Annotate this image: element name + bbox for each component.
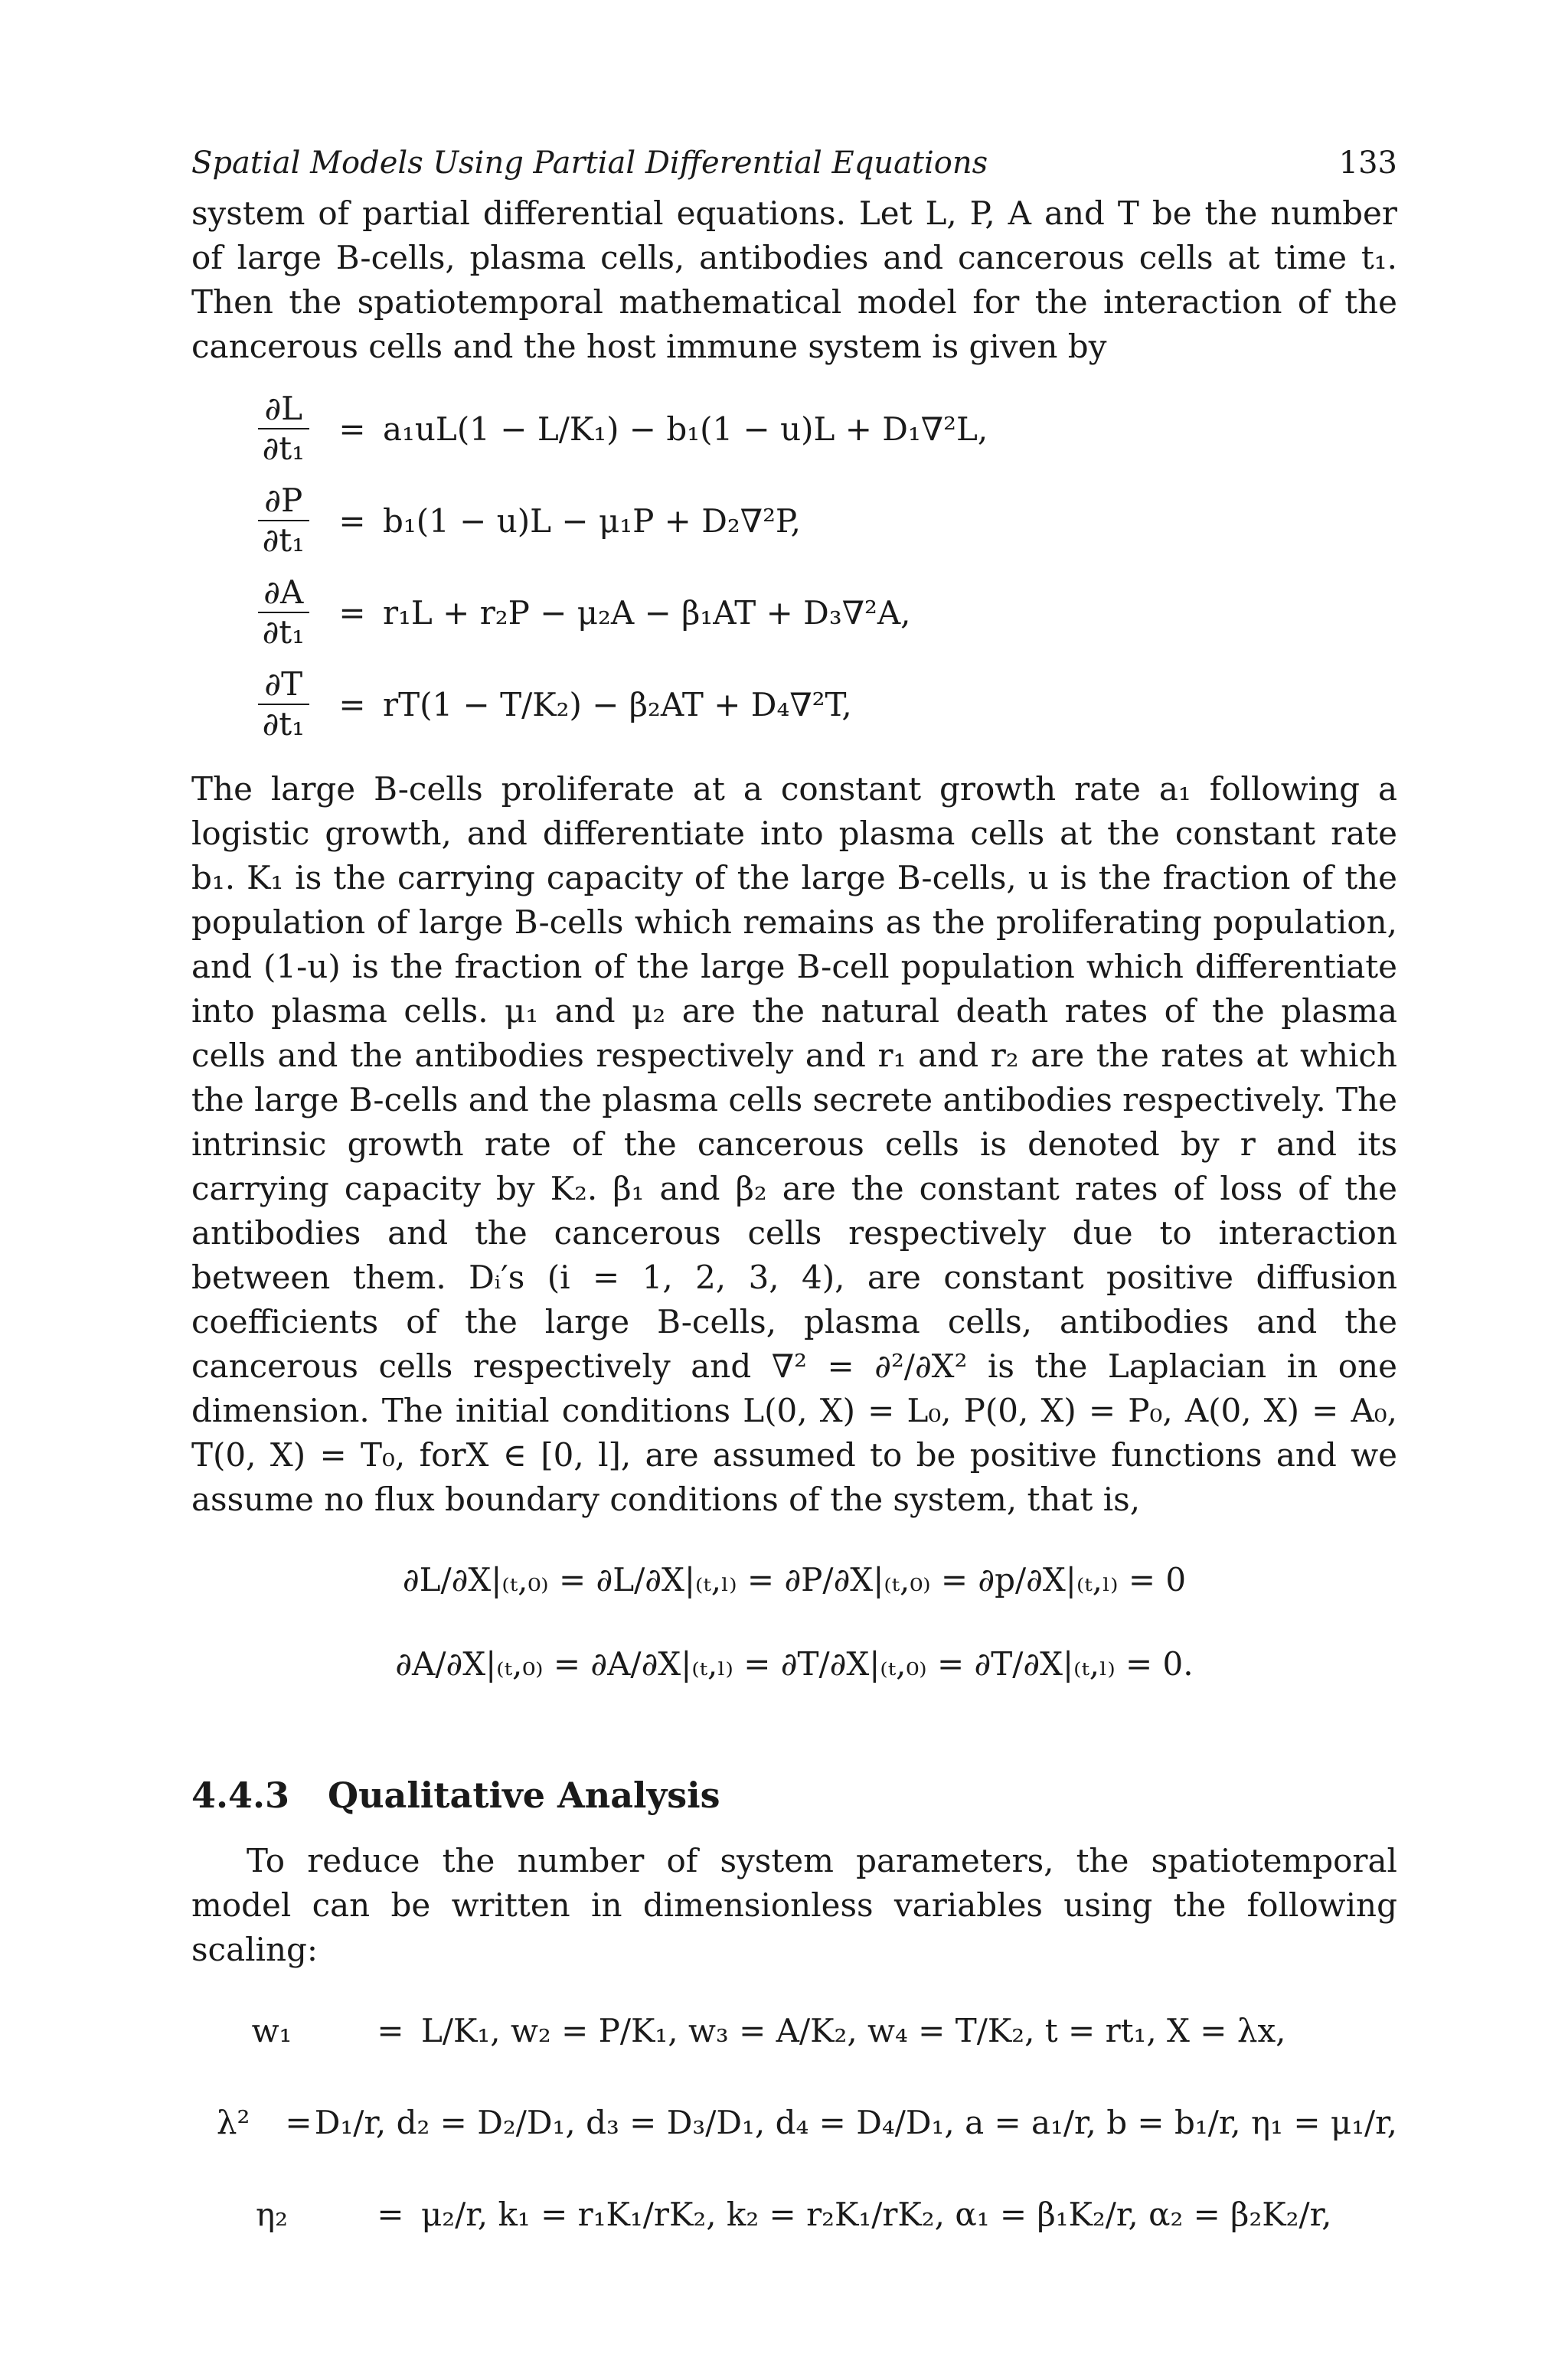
equation-rhs: rT(1 − T/K₂) − β₂AT + D₄∇²T, bbox=[383, 685, 852, 723]
equation-rhs: a₁uL(1 − L/K₁) − b₁(1 − u)L + D₁∇²L, bbox=[383, 410, 988, 448]
section-title: Qualitative Analysis bbox=[328, 1775, 720, 1816]
derivative-fraction: $\frac{\partial T}{\text{∂t₁}}$ bbox=[258, 665, 309, 743]
scaling-row: η₂ = μ₂/r, k₁ = r₁K₁/rK₂, k₂ = r₂K₁/rK₂, α₁ = β₁K₂/r, α₂ = β₂K₂/r, bbox=[256, 2195, 1332, 2233]
running-head bbox=[191, 145, 1397, 191]
derivative-fraction: $\frac{\partial L}{\text{∂t₁}}$ bbox=[258, 390, 309, 468]
page-number: 133 bbox=[1338, 145, 1397, 181]
equation-row: $\frac{\partial P}{\text{∂t₁}}$ = b₁(1 − u)L − μ₁P + D₂∇²P, bbox=[191, 475, 1397, 567]
derivative-fraction: $\frac{\partial A}{\text{∂t₁}}$ bbox=[258, 573, 309, 651]
boundary-condition-row: ∂L/∂X|₍ₜ,₀₎ = ∂L/∂X|₍ₜ,ₗ₎ = ∂P/∂X|₍ₜ,₀₎ = ∂p/∂X|₍ₜ,ₗ₎ = 0 bbox=[402, 1560, 1187, 1598]
boundary-condition-row: ∂A/∂X|₍ₜ,₀₎ = ∂A/∂X|₍ₜ,ₗ₎ = ∂T/∂X|₍ₜ,₀₎ = ∂T/∂X|₍ₜ,ₗ₎ = 0. bbox=[395, 1644, 1194, 1683]
scaling-row: λ² = D₁/r, d₂ = D₂/D₁, d₃ = D₃/D₁, d₄ = D₄/D₁, a = a₁/r, b = b₁/r, η₁ = μ₁/r, bbox=[216, 2103, 1397, 2141]
equation-row: $\frac{\partial A}{\text{∂t₁}}$ = r₁L + r₂P − μ₂A − β₁AT + D₃∇²A, bbox=[191, 567, 1397, 658]
derivative-fraction: $\frac{\partial P}{\text{∂t₁}}$ bbox=[258, 482, 309, 560]
intro-paragraph: system of partial differential equations. Let L, P, A and T be the number of large B-cells, plasma cells, antibodies and cancerous cells at time t₁. Then the spatiotemporal mathematical model for the interaction of the cancerous cells and the host immune system is given by bbox=[191, 194, 1397, 365]
equation-row: $\frac{\partial L}{\text{∂t₁}}$ = a₁uL(1 − L/K₁) − b₁(1 − u)L + D₁∇²L, bbox=[191, 383, 1397, 475]
model-equations bbox=[191, 383, 1397, 750]
scaling-row: w₁ = L/K₁, w₂ = P/K₁, w₃ = A/K₂, w₄ = T/K₂, t = rt₁, X = λx, bbox=[251, 2011, 1286, 2049]
running-title: Spatial Models Using Partial Differential Equations bbox=[191, 145, 988, 181]
scaling-equations bbox=[191, 1984, 1397, 2260]
section-heading bbox=[191, 1775, 1397, 1816]
equation-rhs: b₁(1 − u)L − μ₁P + D₂∇²P, bbox=[383, 501, 801, 540]
page bbox=[191, 145, 1397, 2260]
scaling-paragraph: To reduce the number of system parameters, the spatiotemporal model can be written in dimensionless variables using the following scaling: bbox=[191, 1842, 1397, 1968]
equation-rhs: r₁L + r₂P − μ₂A − β₁AT + D₃∇²A, bbox=[383, 593, 911, 632]
equation-row: $\frac{\partial T}{\text{∂t₁}}$ = rT(1 − T/K₂) − β₂AT + D₄∇²T, bbox=[191, 658, 1397, 750]
description-paragraph: The large B-cells proliferate at a constant growth rate a₁ following a logistic growth, and differentiate into plasma cells at the constant rate b₁. K₁ is the carrying capacity of the large B-cells, u is the fraction of the population of large B-cells which remains as the proliferating population, and (1-u) is the fraction of the large B-cell population which differentiate into plasma cells. μ₁ and μ₂ are the natural death rates of the plasma cells and the antibodies respectively and r₁ and r₂ are the rates at which the large B-cells and the plasma cells secrete antibodies respectively. The intrinsic growth rate of the cancerous cells is denoted by r and its carrying capacity by K₂. β₁ and β₂ are the constant rates of loss of the antibodies and the cancerous cells respectively due to interaction between them. Dᵢ′s (i = 1, 2, 3, 4), are constant positive diffusion coefficients of the large B-cells, plasma cells, antibodies and the cancerous cells respectively and ∇² = ∂²/∂X² is the Laplacian in one dimension. The initial conditions L(0, X) = L₀, P(0, X) = P₀, A(0, X) = A₀, T(0, X) = T₀, forX ∈ [0, l], are assumed to be positive functions and we assume no flux boundary conditions of the system, that is, bbox=[191, 770, 1397, 1518]
boundary-conditions bbox=[191, 1537, 1397, 1706]
section-number: 4.4.3 bbox=[191, 1775, 290, 1816]
